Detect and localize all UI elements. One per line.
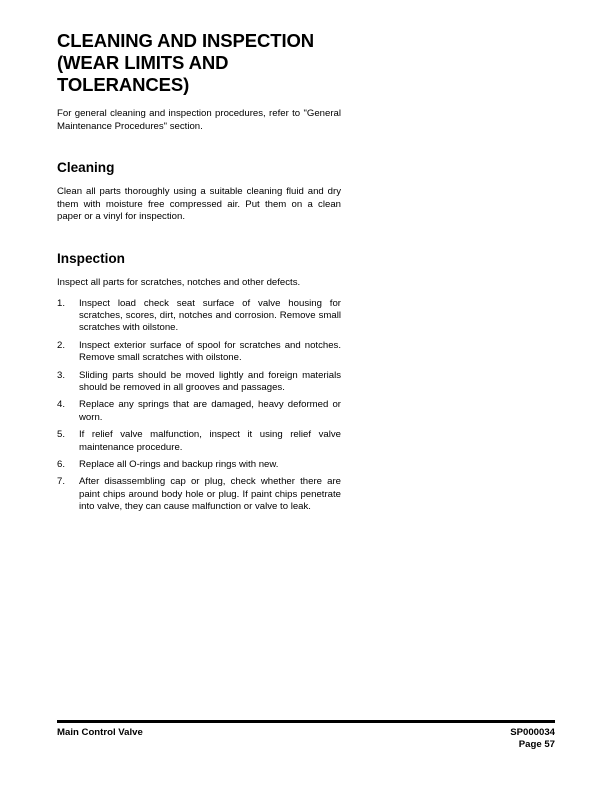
inspection-steps [57,298,341,514]
content-column [57,30,341,519]
step-text: Inspect load check seat surface of valve housing for scratches, scores, dirt, notches and corrosion. Remove small scratches with oilstone. [79,297,341,334]
list-item [57,476,341,513]
list-item [57,429,341,454]
cleaning-heading: Cleaning [57,160,115,176]
list-item [57,370,341,395]
inspection-intro: Inspect all parts for scratches, notches and other defects. [57,276,301,288]
step-text: Inspect exterior surface of spool for scratches and notches. Remove small scratches with oilstone. [79,339,341,364]
step-number: 5. [57,429,66,441]
document-number: SP000034 [510,727,555,738]
page-title: CLEANING AND INSPECTION (WEAR LIMITS AND TOLERANCES) [57,30,315,95]
footer-page-info [510,727,555,751]
list-item [57,399,341,424]
step-number: 6. [57,459,66,471]
list-item [57,340,341,365]
step-text: After disassembling cap or plug, check whether there are paint chips around body hole or plug. If paint chips penetrate into valve, they can cause malfunction or valve to leak. [79,476,341,513]
intro-paragraph: For general cleaning and inspection procedures, refer to "General Maintenance Procedures" section. [57,108,341,132]
step-number: 3. [57,369,66,381]
list-item [57,459,341,471]
footer-divider [57,720,555,723]
step-text: If relief valve malfunction, inspect it using relief valve maintenance procedure. [79,429,341,453]
step-number: 4. [57,399,66,411]
cleaning-paragraph: Clean all parts thoroughly using a suitable cleaning fluid and dry them with moisture free compressed air. Put them on a clean paper or a vinyl for inspection. [57,186,341,223]
inspection-heading: Inspection [57,250,125,266]
page-number: Page 57 [518,739,555,750]
step-number: 2. [57,339,66,351]
step-text: Sliding parts should be moved lightly and foreign materials should be removed in all grooves and passages. [79,369,341,393]
step-text: Replace all O-rings and backup rings with new. [79,459,279,471]
step-text: Replace any springs that are damaged, heavy deformed or worn. [79,399,341,423]
step-number: 1. [57,297,66,309]
list-item [57,298,341,335]
step-number: 7. [57,476,66,488]
footer-section-title: Main Control Valve [57,727,143,738]
